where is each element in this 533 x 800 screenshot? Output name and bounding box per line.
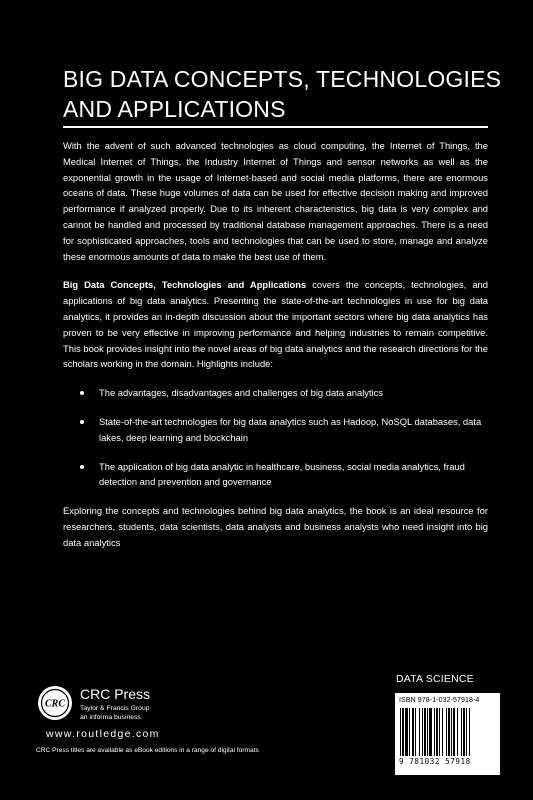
overview-text: covers the concepts, technologies, and applications of big data analytics. Presenting the state-of-the-art technologies in use for big data analytics, it provides an in-depth discussion about the important sectors where big data analytics has proven to be very effective in improving performance and helping industries to remain competitive. This book provides insight into the novel areas of big data analytics and the research directions for the scholars working in the domain. Highlights include: bbox=[63, 279, 488, 370]
overview-paragraph bbox=[63, 277, 488, 372]
title-divider bbox=[63, 126, 488, 128]
highlight-item: The advantages, disadvantages and challenges of big data analytics bbox=[63, 385, 488, 401]
closing-paragraph: Exploring the concepts and technologies behind big data analytics, the book is an ideal resource for researchers, students, data scientists, data analysts and business analysts who need insight into big data analytics bbox=[63, 505, 488, 548]
blurb bbox=[63, 138, 488, 564]
highlight-item: The application of big data analytic in healthcare, business, social media analytics, fraud detection and prevention and governance bbox=[63, 459, 488, 491]
highlights-list bbox=[63, 385, 488, 490]
overview-book-title: Big Data Concepts, Technologies and Applications bbox=[63, 279, 307, 291]
intro-paragraph: With the advent of such advanced technologies as cloud computing, the Internet of Things, the Medical Internet of Things, the Industry Internet of Things and sensor networks as well as the exponential growth in the usage of Internet-based and social media platforms, there are enormous oceans of data. These huge volumes of data can be used for effective decision making and improved performance if analyzed properly. Due to its inherent characteristics, big data is very complex and cannot be handled and processed by traditional database management approaches. There is a need for sophisticated approaches, tools and technologies that can be used to store, manage and analyze these enormous amounts of data to make the best use of them. bbox=[63, 140, 488, 262]
isbn-barcode bbox=[395, 693, 500, 775]
ebook-note: CRC Press titles are available as eBook editions in a range of digital formats bbox=[36, 747, 259, 754]
crc-logo-text: CRC bbox=[44, 698, 66, 710]
publisher-group: Taylor & Francis Group bbox=[80, 705, 150, 712]
highlight-item: State-of-the-art technologies for big data analytics such as Hadoop, NoSQL databases, data lakes, deep learning and blockchain bbox=[63, 414, 488, 446]
subject-category: DATA SCIENCE bbox=[396, 673, 474, 685]
publisher-tagline: an informa business bbox=[80, 714, 141, 721]
barcode-icon bbox=[399, 708, 496, 756]
publisher-website: www.routledge.com bbox=[46, 728, 160, 740]
barcode-digits: 9 781032 57918 bbox=[399, 757, 471, 766]
crc-logo-icon bbox=[36, 684, 74, 722]
publisher-name: CRC Press bbox=[80, 686, 151, 702]
isbn-number: ISBN 978-1-032-57918-4 bbox=[399, 697, 480, 704]
book-title: BIG DATA CONCEPTS, TECHNOLOGIES AND APPLICATIONS bbox=[63, 66, 502, 122]
